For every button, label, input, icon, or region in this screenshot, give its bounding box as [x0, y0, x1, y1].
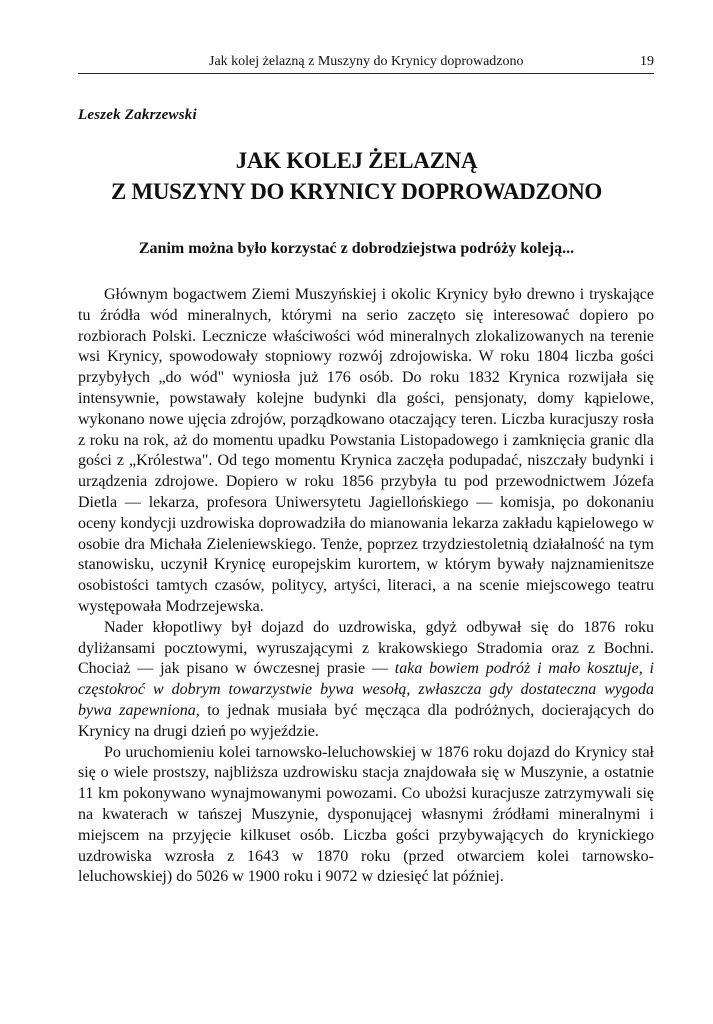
paragraph-2-start: Nader kłopotliwy był dojazd do uzdrowiska, gdyż odbywał się do 1876 roku dyliżansami pocztowymi, wyruszającymi z krakowskiego Stradomia oraz z Bochni. Chociaż — jak pisano w ówczesnej prasie — [78, 618, 654, 678]
paragraph-2 [78, 618, 654, 743]
title-line-1: JAK KOLEJ ŻELAZNĄ [235, 148, 478, 173]
paragraph-3: Po uruchomieniu kolei tarnowsko-leluchowskiej w 1876 roku dojazd do Krynicy stał się o wiele prostszy, najbliższa uzdrowisku stacja znajdowała się w Muszynie, a ostatnie 11 km pokonywano wynajmowanymi powozami. Co ubożsi kuracjusze zatrzymywali się na kwaterach w tańszej Muszynie, dysponującej własnymi źródłami mineralnymi i miejscem na przyjęcie kilkuset osób. Liczba gości przybywających do krynickiego uzdrowiska wzrosła z 1643 w 1870 roku (przed otwarciem kolei tarnowsko-leluchowskiej) do 5026 w 1900 roku i 9072 w dziesięć lat później. [78, 743, 654, 886]
paragraph-2-end: to jednak musiała być męcząca dla podróżnych, docierających do Krynicy na drugi dzień po wyjeździe. [78, 701, 655, 740]
article-title [60, 145, 653, 207]
running-title: Jak kolej żelazną z Muszyny do Krynicy doprowadzono [209, 54, 524, 69]
page-number: 19 [640, 54, 654, 69]
article-body [78, 285, 654, 888]
article-subtitle: Zanim można było korzystać z dobrodziejstwa podróży koleją... [138, 240, 575, 257]
running-header [78, 52, 654, 74]
author-name: Leszek Zakrzewski [78, 107, 197, 123]
paragraph-2-quote: taka bowiem podróż i mało kosztuje, i częstokroć w dobrym towarzystwie bywa wesołą, zwłaszcza gdy dostateczna wygoda bywa zapewniona, [78, 660, 654, 719]
title-line-2: Z MUSZYNY DO KRYNICY DOPROWADZONO [110, 179, 603, 204]
paragraph-1: Głównym bogactwem Ziemi Muszyńskiej i okolic Krynicy było drewno i tryskające tu źródła wód mineralnych, którymi na serio zaczęto się interesować dopiero po rozbiorach Polski. Lecznicze właściwości wód mineralnych zlokalizowanych na terenie wsi Krynicy, spowodowały stopniowy rozwój zdrojowiska. W roku 1804 liczba gości przybyłych „do wód" wyniosła już 176 osób. Do roku 1832 Krynica rozwijała się intensywnie, powstawały kolejne budynki dla gości, pensjonaty, domy kąpielowe, wykonano nowe ujęcia zdrojów, porządkowano otaczający teren. Liczba kuracjuszy rosła z roku na rok, aż do momentu upadku Powstania Listopadowego i zamknięcia granic dla gości z „Królestwa". Od tego momentu Krynica zaczęła podupadać, niszczały budynki i urządzenia zdrojowe. Dopiero w roku 1856 przybyła tu pod przewodnictwem Józefa Dietla — lekarza, profesora Uniwersytetu Jagiellońskiego — komisja, po dokonaniu oceny kondycji uzdrowiska doprowadziła do mianowania lekarza zakładu kąpielowego w osobie dra Michała Zieleniewskiego. Tenże, poprzez trzydziestoletnią działalność na tym stanowisku, uczynił Krynicę europejskim kurortem, w którym bywały najznamienitsze osobistości tamtych czasów, politycy, artyści, literaci, a na scenie miejscowego teatru występowała Modrzejewska. [78, 286, 654, 615]
